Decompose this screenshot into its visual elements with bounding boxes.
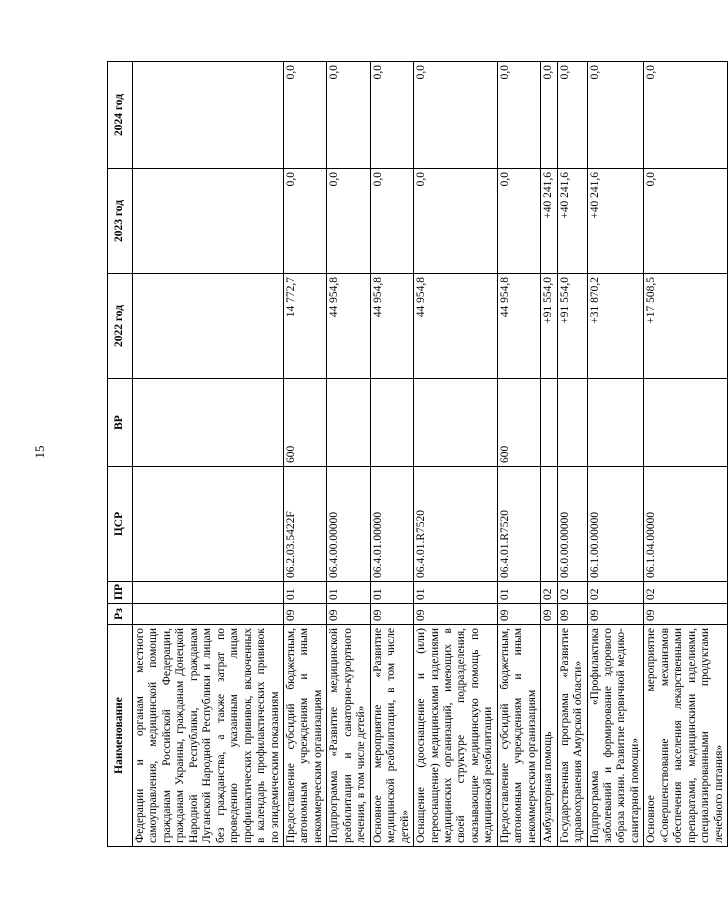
cell-csr: 06.4.01.R7520 [497,467,540,582]
cell-2022: 44 954,8 [414,274,498,379]
cell-csr: 06.1.00.00000 [587,467,644,582]
cell-name: Амбулаторная помощь [541,625,557,847]
cell-2022: +91 554,0 [557,274,587,379]
table-row [557,62,587,847]
cell-2024: 0,0 [283,62,326,169]
rotated-table-container [107,62,725,847]
header-name: Наименование [108,625,133,847]
cell-name: Государственная программа «Развитие здравоохранения Амурской области» [557,625,587,847]
cell-2023: 0,0 [283,169,326,274]
cell-pr: 01 [370,582,413,604]
header-2023: 2023 год [108,169,133,274]
cell-pr: 02 [541,582,557,604]
cell-rz: 09 [497,604,540,625]
cell-2022 [133,274,284,379]
cell-vr [370,379,413,467]
cell-2022: +31 870,2 [587,274,644,379]
cell-pr [133,582,284,604]
cell-csr: 06.0.00.00000 [557,467,587,582]
cell-2023: 0,0 [497,169,540,274]
table-row [133,62,284,847]
cell-name: Подпрограмма «Профилактика заболеваний и формирование здорового образа жизни. Развитие первичной медико-санитарной помощи» [587,625,644,847]
cell-vr [644,379,728,467]
cell-2023: 0,0 [370,169,413,274]
cell-2022: 14 772,7 [283,274,326,379]
table-row [497,62,540,847]
cell-vr [414,379,498,467]
header-pr: ПР [108,582,133,604]
cell-csr [541,467,557,582]
cell-pr: 01 [414,582,498,604]
cell-csr: 06.1.04.00000 [644,467,728,582]
table-row [283,62,326,847]
table-header-row [108,62,133,847]
header-2024: 2024 год [108,62,133,169]
cell-2023: 0,0 [644,169,728,274]
cell-vr: 600 [283,379,326,467]
cell-name: Предоставление субсидий бюджетным, автономным учреждениям и иным некоммерческим организациям [497,625,540,847]
cell-name: Оснащение (дооснащение и (или) переоснащение) медицинскими изделиями медицинских организаций, имеющих в своей структуре подразделения, оказывающие медицинскую помощь по медицинской реабилитации [414,625,498,847]
cell-2023: +40 241,6 [587,169,644,274]
cell-2023: +40 241,6 [557,169,587,274]
header-csr: ЦСР [108,467,133,582]
table-row [587,62,644,847]
table-row [414,62,498,847]
cell-2022: +17 508,5 [644,274,728,379]
header-vr: ВР [108,379,133,467]
cell-pr: 02 [557,582,587,604]
cell-vr [541,379,557,467]
cell-2023: 0,0 [414,169,498,274]
cell-2022: 44 954,8 [327,274,370,379]
cell-vr [587,379,644,467]
budget-table [107,61,728,847]
cell-vr [557,379,587,467]
cell-pr: 01 [283,582,326,604]
cell-pr: 02 [644,582,728,604]
cell-2024: 0,0 [541,62,557,169]
cell-name: Основное мероприятие «Развитие медицинской реабилитации, в том числе детей» [370,625,413,847]
cell-pr: 01 [327,582,370,604]
cell-2024 [133,62,284,169]
cell-rz: 09 [283,604,326,625]
cell-2022: +91 554,0 [541,274,557,379]
cell-2022: 44 954,8 [497,274,540,379]
table-row [370,62,413,847]
cell-csr: 06.4.01.R7520 [414,467,498,582]
cell-csr: 06.4.00.00000 [327,467,370,582]
cell-rz: 09 [327,604,370,625]
table-row [644,62,728,847]
cell-rz [133,604,284,625]
cell-name: Предоставление субсидий бюджетным, автономным учреждениям и иным некоммерческим организациям [283,625,326,847]
cell-2024: 0,0 [327,62,370,169]
cell-2024: 0,0 [644,62,728,169]
cell-2024: 0,0 [370,62,413,169]
cell-csr: 06.2.03.5422F [283,467,326,582]
header-2022: 2022 год [108,274,133,379]
cell-rz: 09 [541,604,557,625]
cell-vr: 600 [497,379,540,467]
table-row [541,62,557,847]
cell-csr [133,467,284,582]
header-rz: Рз [108,604,133,625]
cell-rz: 09 [587,604,644,625]
cell-rz: 09 [557,604,587,625]
cell-2023 [133,169,284,274]
cell-2024: 0,0 [587,62,644,169]
cell-2024: 0,0 [557,62,587,169]
page-number: 15 [32,445,47,459]
cell-2023: 0,0 [327,169,370,274]
cell-2024: 0,0 [414,62,498,169]
cell-name: Подпрограмма «Развитие медицинской реабилитации и санаторно-курортного лечения, в том числе детей» [327,625,370,847]
cell-name: Основное мероприятие «Совершенствование механизмов обеспечения населения лекарственными препаратами, медицинскими изделиями, специализированными продуктами лечебного питания» [644,625,728,847]
cell-csr: 06.4.01.00000 [370,467,413,582]
cell-rz: 09 [644,604,728,625]
cell-pr: 02 [587,582,644,604]
cell-2022: 44 954,8 [370,274,413,379]
cell-rz: 09 [370,604,413,625]
cell-rz: 09 [414,604,498,625]
cell-vr [327,379,370,467]
cell-pr: 01 [497,582,540,604]
table-row [327,62,370,847]
cell-2023: +40 241,6 [541,169,557,274]
cell-vr [133,379,284,467]
cell-2024: 0,0 [497,62,540,169]
cell-name: Федерации и органам местного самоуправления, медицинской помощи гражданам Российской Федерации, гражданам Украины, гражданам Донецкой Народной Республики, гражданам Луганской Народной Республики и лицам без гражданства, а также затрат по проведению указанным лицам профилактических прививок, включенных в календарь профилактических прививок по эпидемическим показаниям [133,625,284,847]
